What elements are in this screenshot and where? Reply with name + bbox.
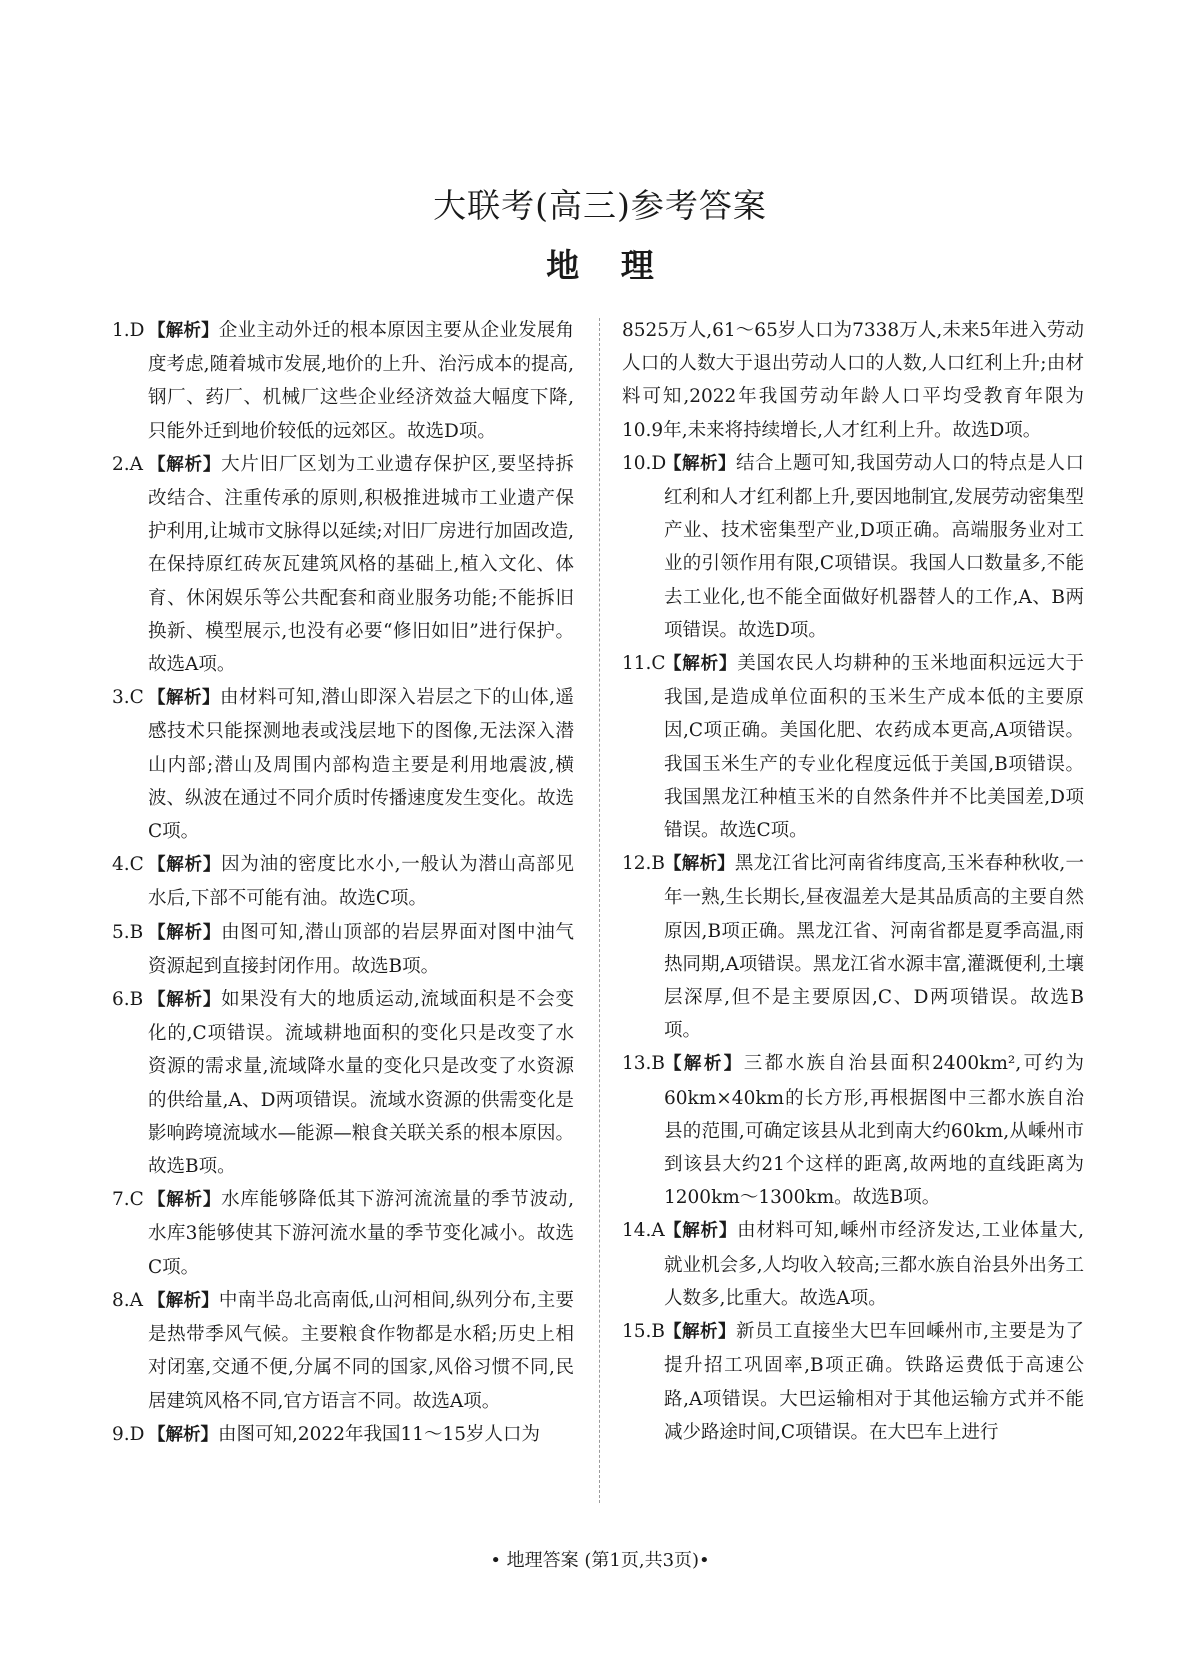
answer-item (622, 447, 1084, 647)
page-footer: • 地理答案 (第1页,共3页)• (490, 1550, 710, 1571)
analysis-tag: 【解析】 (664, 1322, 737, 1343)
answer-number: 2.A (112, 453, 144, 475)
answer-item (112, 681, 574, 848)
answer-number: 8.A (112, 1289, 144, 1311)
answer-text: 三都水族自治县面积2400km²,可约为60km×40km的长方形,再根据图中三都水族自治县的范围,可确定该县从北到南大约60km,从嵊州市到该县大约21个这样的距离,故两地的直线距离为1200km～1300km。故选B项。 (664, 1053, 1084, 1209)
answer-text: 新员工直接坐大巴车回嵊州市,主要是为了提升招工巩固率,B项正确。铁路运费低于高速公路,A项错误。大巴运输相对于其他运输方式并不能减少路途时间,C项错误。在大巴车上进行 (664, 1321, 1085, 1443)
answer-item (622, 847, 1084, 1047)
answer-number: 13.B (622, 1053, 666, 1075)
analysis-tag: 【解析】 (148, 855, 222, 876)
analysis-tag: 【解析】 (148, 321, 219, 341)
analysis-tag: 【解析】 (664, 1054, 744, 1075)
answer-item (622, 1047, 1084, 1214)
answer-number: 10.D (622, 452, 667, 474)
analysis-tag: 【解析】 (148, 990, 222, 1011)
analysis-tag: 【解析】 (148, 1190, 222, 1211)
answer-number: 11.C (622, 653, 666, 675)
answer-number: 7.C (112, 1189, 144, 1211)
analysis-tag: 【解析】 (664, 1221, 738, 1242)
page-title: 大联考(高三)参考答案 (433, 186, 767, 225)
answer-item (112, 448, 574, 681)
answer-number: 14.A (622, 1220, 665, 1242)
answer-text: 由材料可知,嵊州市经济发达,工业体量大,就业机会多,人均收入较高;三都水族自治县外出务工人数多,比重大。故选A项。 (664, 1220, 1084, 1309)
analysis-tag: 【解析】 (664, 453, 737, 474)
answer-number: 15.B (622, 1321, 666, 1343)
answer-number: 4.C (112, 854, 144, 876)
answer-text: 大片旧厂区划为工业遗存保护区,要坚持拆改结合、注重传承的原则,积极推进城市工业遗产保护利用,让城市文脉得以延续;对旧厂房进行加固改造,在保持原红砖灰瓦建筑风格的基础上,植入文化、体育、休闲娱乐等公共配套和商业服务功能;不能拆旧换新、模型展示,也没有必要“修旧如旧”进行保护。故选A项。 (148, 453, 575, 676)
answer-text: 由图可知,2022年我国11～15岁人口为 (218, 1423, 541, 1445)
answer-item (112, 1418, 574, 1452)
analysis-tag: 【解析】 (148, 922, 222, 943)
answer-item (112, 314, 574, 448)
right-column (622, 314, 1084, 1449)
answer-text: 由材料可知,潜山即深入岩层之下的山体,遥感技术只能探测地表或浅层地下的图像,无法深入潜山内部;潜山及周围内部构造主要是利用地震波,横波、纵波在通过不同介质时传播速度发生变化。故选C项。 (148, 687, 575, 843)
answer-number: 12.B (622, 853, 666, 875)
analysis-tag: 【解析】 (664, 654, 738, 675)
analysis-tag: 【解析】 (664, 854, 735, 875)
answer-item (622, 1214, 1084, 1315)
answer-text: 因为油的密度比水小,一般认为潜山高部见水后,下部不可能有油。故选C项。 (148, 854, 575, 910)
answer-text: 企业主动外迁的根本原因主要从企业发展角度考虑,随着城市发展,地价的上升、治污成本的提高,钢厂、药厂、机械厂这些企业经济效益大幅度下降,只能外迁到地价较低的远郊区。故选D项。 (148, 320, 574, 442)
answer-number: 1.D (112, 320, 145, 341)
answer-number: 6.B (112, 989, 144, 1011)
answer-item (112, 848, 574, 915)
answer-text: 结合上题可知,我国劳动人口的特点是人口红利和人才红利都上升,要因地制宜,发展劳动密集型产业、技术密集型产业,D项正确。高端服务业对工业的引领作用有限,C项错误。我国人口数量多,不能去工业化,也不能全面做好机器替人的工作,A、B两项错误。故选D项。 (664, 452, 1085, 641)
analysis-tag: 【解析】 (148, 1424, 218, 1445)
answer-number: 3.C (112, 687, 144, 709)
analysis-tag: 【解析】 (148, 1290, 219, 1311)
left-column (112, 314, 574, 1452)
analysis-tag: 【解析】 (148, 688, 220, 709)
analysis-tag: 【解析】 (148, 454, 222, 475)
answer-item (622, 647, 1084, 847)
answer-item (112, 983, 574, 1183)
answer-text: 黑龙江省比河南省纬度高,玉米春种秋收,一年一熟,生长期长,昼夜温差大是其品质高的主要自然原因,B项正确。黑龙江省、河南省都是夏季高温,雨热同期,A项错误。黑龙江省水源丰富,灌溉便利,土壤层深厚,但不是主要原因,C、D两项错误。故选B项。 (664, 853, 1085, 1042)
answer-text: 由图可知,潜山顶部的岩层界面对图中油气资源起到直接封闭作用。故选B项。 (148, 921, 575, 977)
subject-heading: 地 理 (546, 246, 654, 285)
answer-item (112, 916, 574, 983)
answer-continuation (622, 314, 1084, 447)
answer-item (112, 1284, 574, 1418)
answer-item (112, 1183, 574, 1284)
answer-text: 8525万人,61～65岁人口为7338万人,未来5年进入劳动人口的人数大于退出劳动人口的人数,人口红利上升;由材料可知,2022年我国劳动年龄人口平均受教育年限为10.9年,未来将持续增长,人才红利上升。故选D项。 (622, 320, 1084, 441)
answer-text: 水库能够降低其下游河流流量的季节波动,水库3能够使其下游河流水量的季节变化减小。故选C项。 (148, 1189, 575, 1278)
answer-text: 中南半岛北高南低,山河相间,纵列分布,主要是热带季风气候。主要粮食作物都是水稻;历史上相对闭塞,交通不便,分属不同的国家,风俗习惯不同,民居建筑风格不同,官方语言不同。故选A项。 (148, 1289, 574, 1412)
answer-text: 如果没有大的地质运动,流域面积是不会变化的,C项错误。流域耕地面积的变化只是改变了水资源的需求量,流域降水量的变化只是改变了水资源的供给量,A、D两项错误。流域水资源的供需变化是影响跨境流域水—能源—粮食关联关系的根本原因。故选B项。 (148, 989, 575, 1178)
answer-item (622, 1315, 1084, 1449)
answer-number: 5.B (112, 921, 144, 943)
answer-text: 美国农民人均耕种的玉米地面积远远大于我国,是造成单位面积的玉米生产成本低的主要原因,C项正确。美国化肥、农药成本更高,A项错误。我国玉米生产的专业化程度远低于美国,B项错误。我国黑龙江种植玉米的自然条件并不比美国差,D项错误。故选C项。 (664, 653, 1085, 842)
answer-number: 9.D (112, 1423, 145, 1445)
column-divider (599, 318, 600, 1503)
